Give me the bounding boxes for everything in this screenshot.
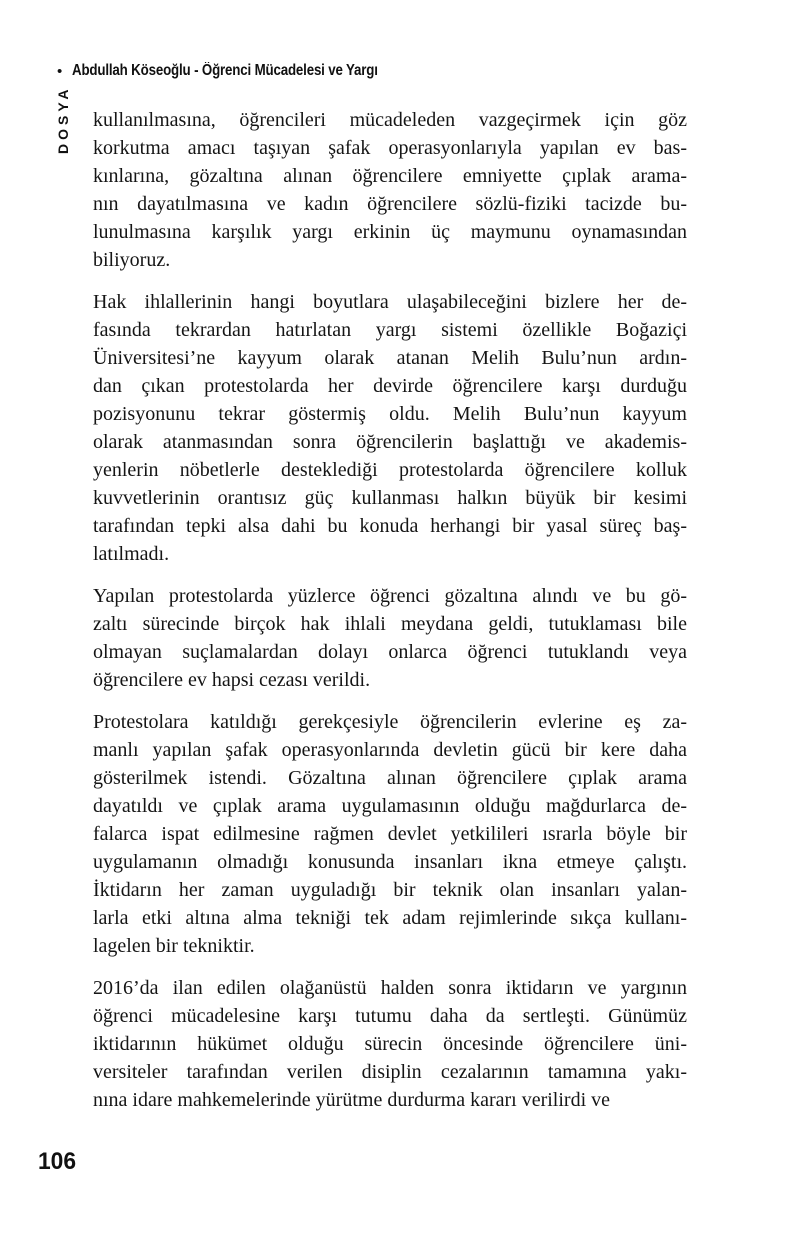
text-line: lagelen bir tekniktir. [93, 935, 255, 957]
text-line: yenlerin nöbetlerle desteklediği protestolarda öğrencilere kolluk [93, 459, 687, 481]
page-header [57, 62, 428, 80]
text-line: dayatıldı ve çıplak arama uygulamasının olduğu mağdurlarca de- [93, 795, 687, 817]
paragraph [93, 708, 687, 960]
paragraph [93, 974, 687, 1114]
text-line: nın dayatılmasına ve kadın öğrencilere sözlü-fiziki tacizde bu- [93, 193, 687, 215]
text-line: zaltı sürecinde birçok hak ihlali meydana geldi, tutuklaması bile [93, 613, 687, 635]
header-book-title: Öğrenci Mücadelesi ve Yargı [202, 62, 379, 79]
text-line: lunulmasına karşılık yargı erkinin üç maymunu oynamasından [93, 221, 687, 243]
text-line: olmayan suçlamalardan dolayı onlarca öğrenci tutuklandı veya [93, 641, 687, 663]
header-text [72, 62, 378, 80]
text-line: kuvvetlerinin orantısız güç kullanması halkın büyük bir kesimi [93, 487, 687, 509]
text-line: gösterilmek istendi. Gözaltına alınan öğrencilere çıplak arama [93, 767, 687, 789]
text-line: kınlarına, gözaltına alınan öğrencilere emniyette çıplak arama- [93, 165, 687, 187]
bullet-icon: • [57, 62, 63, 80]
text-line: pozisyonunu tekrar göstermiş oldu. Melih Bulu’nun kayyum [93, 403, 687, 425]
text-line: Üniversitesi’ne kayyum olarak atanan Melih Bulu’nun ardın- [93, 347, 687, 369]
text-line: olarak atanmasından sonra öğrencilerin başlattığı ve akademis- [93, 431, 687, 453]
text-line: kullanılmasına, öğrencileri mücadeleden vazgeçirmek için göz [93, 109, 687, 131]
text-line: Protestolara katıldığı gerekçesiyle öğrencilerin evlerine eş za- [93, 711, 687, 733]
text-line: falarca ispat edilmesine rağmen devlet yetkilileri ısrarla böyle bir [93, 823, 687, 845]
body-text [93, 106, 687, 1114]
text-line: öğrenci mücadelesine karşı tutumu daha da sertleşti. Günümüz [93, 1005, 687, 1027]
text-line: 2016’da ilan edilen olağanüstü halden sonra iktidarın ve yargının [93, 977, 687, 999]
text-line: öğrencilere ev hapsi cezası verildi. [93, 669, 371, 691]
paragraph [93, 582, 687, 694]
page-number: 106 [38, 1148, 77, 1175]
text-line: tarafından tepki alsa dahi bu konuda herhangi bir yasal süreç baş- [93, 515, 687, 537]
text-line: İktidarın her zaman uyguladığı bir teknik olan insanları yalan- [93, 879, 687, 901]
text-line: versiteler tarafından verilen disiplin cezalarının tamamına yakı- [93, 1061, 687, 1083]
paragraph [93, 106, 687, 274]
header-author: Abdullah Köseoğlu [72, 62, 191, 79]
text-line: iktidarının hükümet olduğu sürecin öncesinde öğrencilere üni- [93, 1033, 687, 1055]
text-line: fasında tekrardan hatırlatan yargı sistemi özellikle Boğaziçi [93, 319, 687, 341]
dosya-sidebar-label: DOSYA [55, 85, 71, 154]
text-line: dan çıkan protestolarda her devirde öğrencilere karşı durduğu [93, 375, 687, 397]
paragraph [93, 288, 687, 568]
text-line: Hak ihlallerinin hangi boyutlara ulaşabileceğini bizlere her de- [93, 291, 687, 313]
header-separator: - [190, 62, 203, 79]
text-line: nına idare mahkemelerinde yürütme durdurma kararı verilirdi ve [93, 1089, 611, 1111]
text-line: manlı yapılan şafak operasyonlarında devletin gücü bir kere daha [93, 739, 687, 761]
text-line: Yapılan protestolarda yüzlerce öğrenci gözaltına alındı ve bu gö- [93, 585, 687, 607]
text-line: larla etki altına alma tekniği tek adam rejimlerinde sıkça kullanı- [93, 907, 687, 929]
text-line: biliyoruz. [93, 249, 171, 271]
text-line: latılmadı. [93, 543, 170, 565]
text-line: korkutma amacı taşıyan şafak operasyonlarıyla yapılan ev bas- [93, 137, 687, 159]
text-line: uygulamanın olmadığı konusunda insanları ikna etmeye çalıştı. [93, 851, 687, 873]
